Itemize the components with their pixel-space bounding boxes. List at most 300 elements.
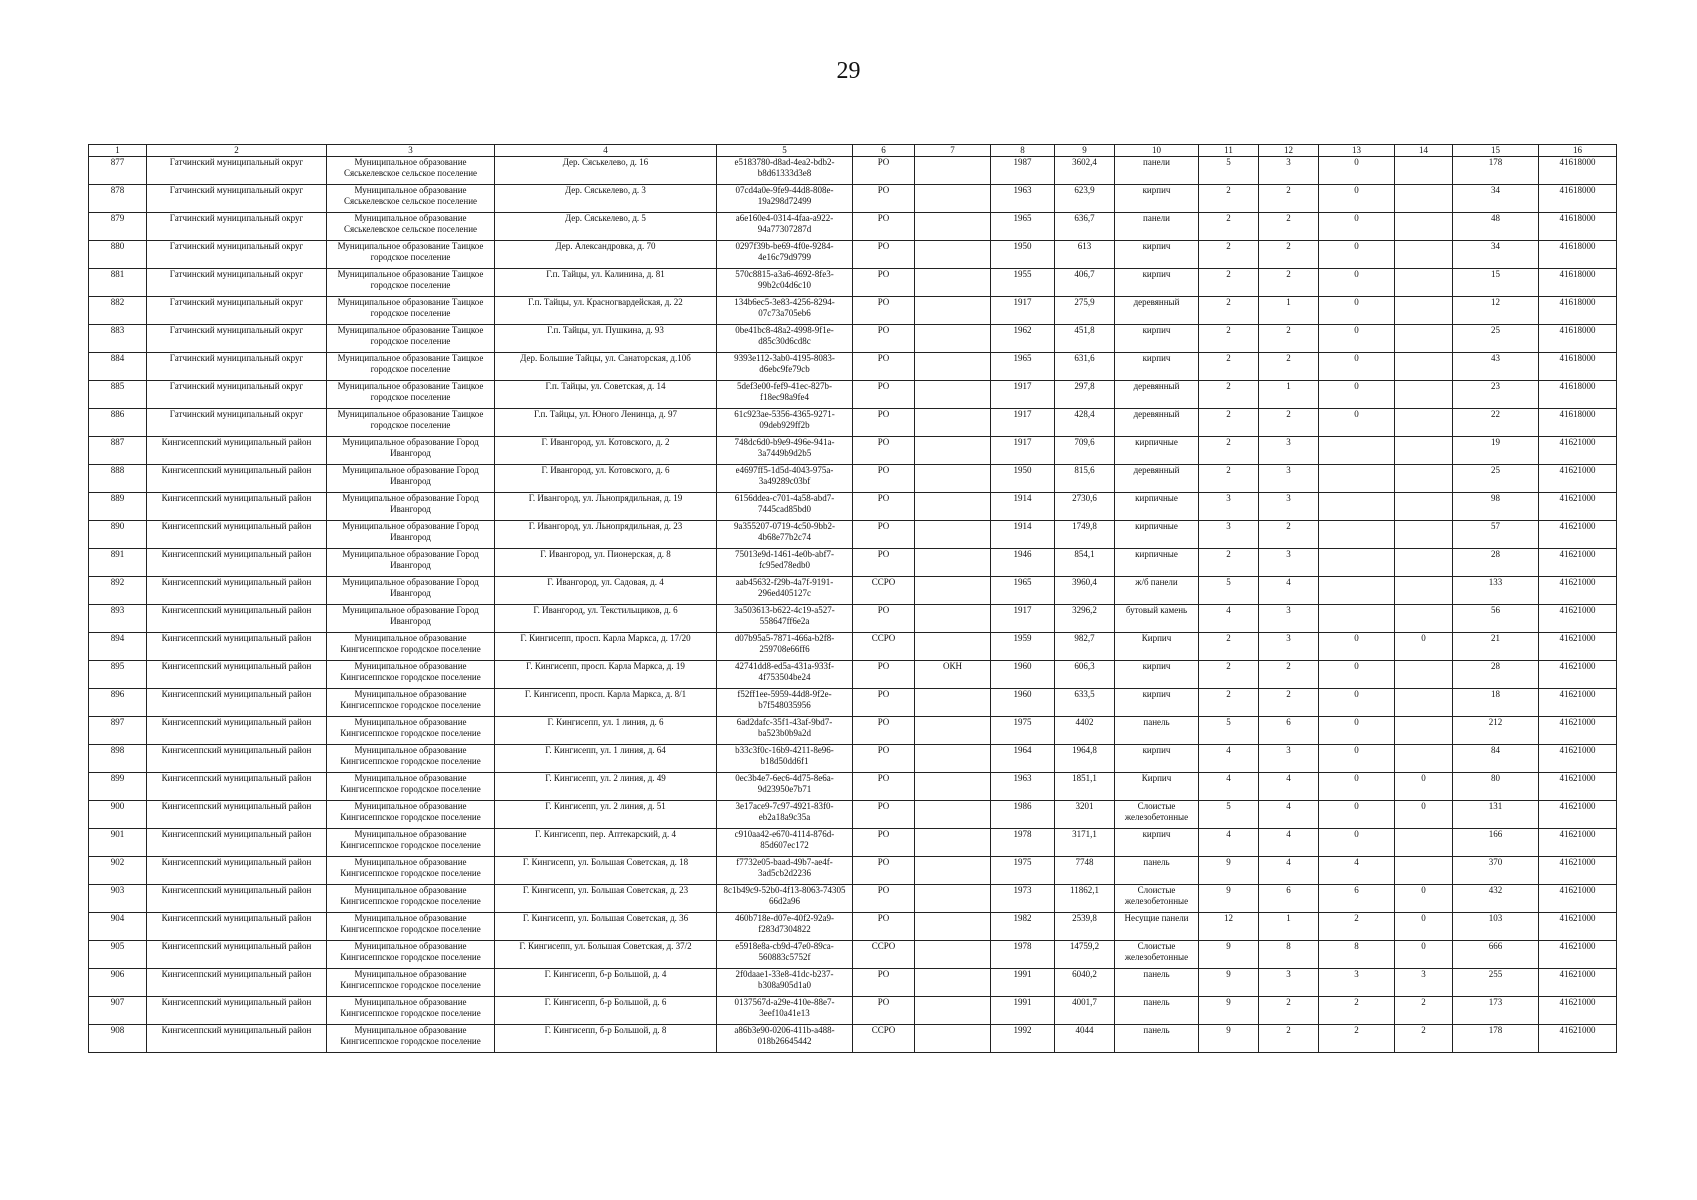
table-row [89,297,1617,325]
table-cell: Муниципальное образование Таицкое городское поселение [327,241,495,269]
table-cell: 878 [89,185,147,213]
table-row [89,577,1617,605]
table-cell: 1914 [991,521,1055,549]
table-cell: 3 [1259,157,1319,185]
table-row [89,633,1617,661]
table-cell: 0 [1395,773,1453,801]
table-cell: Кингисеппский муниципальный район [147,493,327,521]
table-cell: 631,6 [1055,353,1115,381]
table-cell: кирпичные [1115,493,1199,521]
table-cell: 2 [1199,633,1259,661]
table-cell: ОКН [915,661,991,689]
table-cell [915,353,991,381]
table-cell: e5918e8a-cb9d-47e0-89ca-560883c5752f [717,941,853,969]
table-cell [1395,353,1453,381]
column-header: 16 [1539,145,1617,157]
table-cell: 25 [1453,325,1539,353]
table-cell: 75013e9d-1461-4e0b-abf7-fc95ed78edb0 [717,549,853,577]
table-cell: 1917 [991,381,1055,409]
table-cell [915,1025,991,1053]
table-cell: 41621000 [1539,689,1617,717]
table-cell: 173 [1453,997,1539,1025]
table-cell: Кингисеппский муниципальный район [147,577,327,605]
table-cell: Г. Ивангород, ул. Текстильщиков, д. 6 [495,605,717,633]
table-cell: Муниципальное образование Сяськелевское сельское поселение [327,213,495,241]
table-cell: Г. Ивангород, ул. Котовского, д. 2 [495,437,717,465]
table-cell: 3 [1199,493,1259,521]
table-cell: 9393e112-3ab0-4195-8083-d6ebc9fe79cb [717,353,853,381]
table-cell: 212 [1453,717,1539,745]
table-cell: 1851,1 [1055,773,1115,801]
table-cell: 2 [1199,353,1259,381]
table-cell: кирпичные [1115,437,1199,465]
table-cell [1395,185,1453,213]
table-row [89,941,1617,969]
table-cell: Муниципальное образование Кингисеппское городское поселение [327,941,495,969]
table-cell: 275,9 [1055,297,1115,325]
table-cell: Слоистые железобетонные [1115,941,1199,969]
table-cell: d07b95a5-7871-466a-b2f8-259708e66ff6 [717,633,853,661]
table-cell: 1960 [991,661,1055,689]
table-cell [915,829,991,857]
table-cell: 4 [1199,829,1259,857]
table-cell: Муниципальное образование Город Ивангород [327,521,495,549]
table-cell: Кингисеппский муниципальный район [147,605,327,633]
table-cell: 3 [1199,521,1259,549]
table-cell: 41618000 [1539,157,1617,185]
table-cell [1319,549,1395,577]
table-cell: 3a503613-b622-4c19-a527-558647ff6e2a [717,605,853,633]
table-cell: Кингисеппский муниципальный район [147,801,327,829]
table-row [89,493,1617,521]
table-cell: РО [853,801,915,829]
table-cell: 2 [1199,325,1259,353]
table-cell: 2 [1199,185,1259,213]
table-cell: Муниципальное образование Кингисеппское городское поселение [327,997,495,1025]
table-cell: 432 [1453,885,1539,913]
table-cell: РО [853,829,915,857]
table-cell: Кингисеппский муниципальный район [147,745,327,773]
column-header: 8 [991,145,1055,157]
table-cell: 0 [1395,913,1453,941]
table-cell: 3296,2 [1055,605,1115,633]
table-cell: 41621000 [1539,885,1617,913]
table-cell: a6e160e4-0314-4faa-a922-94a77307287d [717,213,853,241]
table-cell: Муниципальное образование Кингисеппское городское поселение [327,745,495,773]
table-cell: панель [1115,1025,1199,1053]
table-cell: 1986 [991,801,1055,829]
table-cell: 11862,1 [1055,885,1115,913]
table-cell: 41621000 [1539,1025,1617,1053]
table-cell: 23 [1453,381,1539,409]
table-cell: РО [853,409,915,437]
column-header: 9 [1055,145,1115,157]
table-cell: Муниципальное образование Кингисеппское городское поселение [327,689,495,717]
table-cell: 4 [1259,577,1319,605]
table-cell: деревянный [1115,297,1199,325]
table-cell: 633,5 [1055,689,1115,717]
table-cell: 901 [89,829,147,857]
table-cell: 3 [1259,465,1319,493]
table-cell: 2 [1199,297,1259,325]
table-cell: Слоистые железобетонные [1115,885,1199,913]
table-cell: 41621000 [1539,801,1617,829]
table-cell: 41618000 [1539,241,1617,269]
table-cell: 2 [1199,409,1259,437]
table-cell: 905 [89,941,147,969]
table-cell: 14759,2 [1055,941,1115,969]
table-cell: кирпич [1115,185,1199,213]
table-cell: Муниципальное образование Таицкое городское поселение [327,325,495,353]
table-cell: 41621000 [1539,437,1617,465]
table-cell: 34 [1453,241,1539,269]
table-cell: 1962 [991,325,1055,353]
table-cell: Кингисеппский муниципальный район [147,437,327,465]
table-cell: 570c8815-a3a6-4692-8fe3-99b2c04d6c10 [717,269,853,297]
table-cell: РО [853,773,915,801]
table-cell: Муниципальное образование Город Ивангород [327,465,495,493]
table-cell: Дер. Сяськелево, д. 5 [495,213,717,241]
table-cell [1319,605,1395,633]
table-row [89,969,1617,997]
table-cell [915,941,991,969]
table-cell: 41618000 [1539,409,1617,437]
table-cell: 41621000 [1539,465,1617,493]
table-cell: 41621000 [1539,941,1617,969]
table-cell [1395,213,1453,241]
table-cell: 1978 [991,829,1055,857]
table-cell: Кингисеппский муниципальный район [147,773,327,801]
table-cell: 1917 [991,605,1055,633]
table-row [89,829,1617,857]
table-cell: 892 [89,577,147,605]
table-row [89,381,1617,409]
table-cell: 748dc6d0-b9e9-496e-941a-3a7449b9d2b5 [717,437,853,465]
table-cell [915,549,991,577]
table-cell: Г.п. Тайцы, ул. Юного Ленинца, д. 97 [495,409,717,437]
table-cell: РО [853,745,915,773]
table-cell: Г. Кингисепп, просп. Карла Маркса, д. 17/20 [495,633,717,661]
table-cell [915,885,991,913]
table-cell: 6ad2dafc-35f1-43af-9bd7-ba523b0b9a2d [717,717,853,745]
table-cell: 28 [1453,549,1539,577]
table-cell [1319,465,1395,493]
table-row [89,465,1617,493]
table-cell: 877 [89,157,147,185]
table-cell: РО [853,269,915,297]
column-header: 12 [1259,145,1319,157]
table-cell: кирпич [1115,325,1199,353]
table-cell [915,773,991,801]
table-cell: 1917 [991,437,1055,465]
table-cell: Кингисеппский муниципальный район [147,717,327,745]
table-cell: 1 [1259,913,1319,941]
table-cell: 2 [1259,185,1319,213]
table-cell: e5183780-d8ad-4ea2-bdb2-b8d61333d3e8 [717,157,853,185]
table-cell: 2 [1259,241,1319,269]
table-cell [915,689,991,717]
table-row [89,269,1617,297]
table-cell: 900 [89,801,147,829]
table-cell: Дер. Большие Тайцы, ул. Санаторская, д.10б [495,353,717,381]
table-cell: Муниципальное образование Сяськелевское сельское поселение [327,185,495,213]
table-row [89,801,1617,829]
table-cell: 1965 [991,353,1055,381]
table-row [89,745,1617,773]
table-cell: Кингисеппский муниципальный район [147,829,327,857]
table-cell: РО [853,549,915,577]
table-cell: 41621000 [1539,997,1617,1025]
table-cell: Гатчинский муниципальный округ [147,269,327,297]
table-cell: 3 [1259,549,1319,577]
table-cell: 1963 [991,185,1055,213]
table-cell: Дер. Сяськелево, д. 16 [495,157,717,185]
table-cell [1395,829,1453,857]
table-cell: 61c923ae-5356-4365-9271-09deb929ff2b [717,409,853,437]
table-cell: Г. Ивангород, ул. Льнопрядильная, д. 23 [495,521,717,549]
column-header: 3 [327,145,495,157]
table-cell: 80 [1453,773,1539,801]
table-cell: 1964,8 [1055,745,1115,773]
table-cell: 9 [1199,941,1259,969]
table-cell: Кингисеппский муниципальный район [147,521,327,549]
table-row [89,661,1617,689]
table-cell: Муниципальное образование Кингисеппское городское поселение [327,661,495,689]
table-cell: Г. Кингисепп, ул. Большая Советская, д. 23 [495,885,717,913]
table-cell: РО [853,381,915,409]
table-cell: 1963 [991,773,1055,801]
table-cell: 9 [1199,1025,1259,1053]
table-row [89,241,1617,269]
table-cell: Гатчинский муниципальный округ [147,157,327,185]
table-cell: 0 [1395,633,1453,661]
table-cell [915,437,991,465]
table-cell: 0 [1319,353,1395,381]
table-cell: 41618000 [1539,213,1617,241]
table-cell: Г. Ивангород, ул. Льнопрядильная, д. 19 [495,493,717,521]
table-cell: РО [853,605,915,633]
table-cell: РО [853,885,915,913]
table-cell: 3e17ace9-7c97-4921-83f0-eb2a18a9c35a [717,801,853,829]
table-cell: 1955 [991,269,1055,297]
table-cell: 2f0daae1-33e8-41dc-b237-b308a905d1a0 [717,969,853,997]
table-cell: 2 [1199,465,1259,493]
table-cell: Г. Кингисепп, б-р Большой, д. 4 [495,969,717,997]
table-cell: Муниципальное образование Таицкое городское поселение [327,353,495,381]
table-cell: 1991 [991,969,1055,997]
table-cell: 0be41bc8-48a2-4998-9f1e-d85c30d6cd8c [717,325,853,353]
table-cell: 709,6 [1055,437,1115,465]
table-cell: 0 [1319,381,1395,409]
table-cell [1395,157,1453,185]
table-cell: 0 [1395,885,1453,913]
table-cell: 982,7 [1055,633,1115,661]
table-cell: Г. Кингисепп, ул. Большая Советская, д. 37/2 [495,941,717,969]
table-cell [915,157,991,185]
table-cell: 899 [89,773,147,801]
table-cell: 1991 [991,997,1055,1025]
table-cell: Г. Ивангород, ул. Котовского, д. 6 [495,465,717,493]
table-row [89,437,1617,465]
table-cell: 6 [1259,717,1319,745]
table-cell: 41618000 [1539,381,1617,409]
table-cell [1395,297,1453,325]
table-cell: Г. Кингисепп, ул. 1 линия, д. 64 [495,745,717,773]
table-row [89,409,1617,437]
table-cell: Г. Кингисепп, просп. Карла Маркса, д. 8/1 [495,689,717,717]
table-cell: 0 [1319,689,1395,717]
table-cell: Муниципальное образование Город Ивангород [327,549,495,577]
table-row [89,1025,1617,1053]
table-cell: 6156ddea-c701-4a58-abd7-7445cad85bd0 [717,493,853,521]
table-cell: Гатчинский муниципальный округ [147,213,327,241]
table-cell: Кингисеппский муниципальный район [147,941,327,969]
table-cell: 0 [1319,801,1395,829]
table-cell [1395,661,1453,689]
table-cell: 815,6 [1055,465,1115,493]
table-cell: Гатчинский муниципальный округ [147,409,327,437]
table-cell: 2 [1199,241,1259,269]
table-cell: 1960 [991,689,1055,717]
table-cell: РО [853,997,915,1025]
table-cell: 84 [1453,745,1539,773]
table-cell: 0 [1319,773,1395,801]
table-cell: 0 [1319,829,1395,857]
table-cell: 103 [1453,913,1539,941]
table-cell [1395,549,1453,577]
table-cell: 2 [1259,661,1319,689]
table-cell [915,997,991,1025]
table-cell: 1914 [991,493,1055,521]
table-cell: панель [1115,997,1199,1025]
table-cell: 879 [89,213,147,241]
table-cell: 887 [89,437,147,465]
table-cell: деревянный [1115,465,1199,493]
table-cell [915,969,991,997]
table-cell: панель [1115,857,1199,885]
table-cell: 134b6ec5-3e83-4256-8294-07c73a705eb6 [717,297,853,325]
table-row [89,913,1617,941]
table-cell: РО [853,157,915,185]
table-cell: Г. Кингисепп, ул. Большая Советская, д. 18 [495,857,717,885]
table-cell: 0 [1319,661,1395,689]
table-cell: Гатчинский муниципальный округ [147,381,327,409]
table-cell: 5 [1199,157,1259,185]
table-cell: 3 [1259,493,1319,521]
table-cell: 56 [1453,605,1539,633]
table-cell: 0 [1319,325,1395,353]
table-cell: 1992 [991,1025,1055,1053]
table-cell [1395,269,1453,297]
table-cell: 623,9 [1055,185,1115,213]
table-row [89,213,1617,241]
table-cell: 41621000 [1539,857,1617,885]
table-cell: 451,8 [1055,325,1115,353]
table-cell [915,577,991,605]
table-cell: 882 [89,297,147,325]
table-cell: ССРО [853,1025,915,1053]
table-cell: Муниципальное образование Сяськелевское сельское поселение [327,157,495,185]
table-cell: 07cd4a0e-9fe9-44d8-808e-19a298d72499 [717,185,853,213]
table-cell: 5 [1199,577,1259,605]
table-row [89,521,1617,549]
table-cell: 0ec3b4e7-6ec6-4d75-8e6a-9d23950e7b71 [717,773,853,801]
table-cell: 1964 [991,745,1055,773]
table-cell: 2 [1199,381,1259,409]
table-cell: 9a355207-0719-4c50-9bb2-4b68e77b2c74 [717,521,853,549]
table-cell: 166 [1453,829,1539,857]
table-cell: 4001,7 [1055,997,1115,1025]
header-row [89,145,1617,157]
table-cell [1319,577,1395,605]
table-cell: Муниципальное образование Кингисеппское городское поселение [327,885,495,913]
table-cell: 1975 [991,717,1055,745]
table-cell: 3 [1259,633,1319,661]
column-header: 13 [1319,145,1395,157]
table-cell: 15 [1453,269,1539,297]
table-cell: 8c1b49c9-52b0-4f13-8063-74305 66d2a96 [717,885,853,913]
table-cell: Дер. Александровка, д. 70 [495,241,717,269]
table-cell: 9 [1199,885,1259,913]
table-cell [1395,689,1453,717]
table-cell: 906 [89,969,147,997]
table-cell: 41621000 [1539,661,1617,689]
table-cell: Муниципальное образование Кингисеппское городское поселение [327,829,495,857]
table-cell: 4 [1319,857,1395,885]
table-cell: 9 [1199,997,1259,1025]
table-cell: 133 [1453,577,1539,605]
table-cell: 2 [1199,661,1259,689]
table-cell [915,325,991,353]
table-cell: Г.п. Тайцы, ул. Советская, д. 14 [495,381,717,409]
table-cell: 1 [1259,381,1319,409]
table-cell: 0 [1319,409,1395,437]
table-cell: 890 [89,521,147,549]
table-row [89,717,1617,745]
table-cell [915,269,991,297]
table-cell: 18 [1453,689,1539,717]
table-cell: 2 [1259,1025,1319,1053]
table-cell: 2 [1199,549,1259,577]
table-cell: деревянный [1115,409,1199,437]
table-cell: Кирпич [1115,633,1199,661]
table-cell: 2 [1259,689,1319,717]
table-cell [1395,493,1453,521]
table-cell: 2 [1259,269,1319,297]
table-cell: 2 [1199,269,1259,297]
table-cell: Гатчинский муниципальный округ [147,325,327,353]
table-cell: 41618000 [1539,269,1617,297]
table-cell: 854,1 [1055,549,1115,577]
table-cell: 1982 [991,913,1055,941]
column-header: 10 [1115,145,1199,157]
table-cell: РО [853,437,915,465]
table-cell: ССРО [853,633,915,661]
table-cell: 48 [1453,213,1539,241]
table-cell: Г. Кингисепп, пер. Аптекарский, д. 4 [495,829,717,857]
table-cell: 885 [89,381,147,409]
table-cell: 1965 [991,213,1055,241]
table-cell [1395,437,1453,465]
table-cell: 0 [1319,213,1395,241]
table-cell: 2 [1199,437,1259,465]
table-cell: Кингисеппский муниципальный район [147,633,327,661]
table-cell: Муниципальное образование Город Ивангород [327,437,495,465]
table-cell: aab45632-f29b-4a7f-9191-296ed405127c [717,577,853,605]
table-cell: 4 [1199,745,1259,773]
table-cell: РО [853,185,915,213]
table-row [89,549,1617,577]
